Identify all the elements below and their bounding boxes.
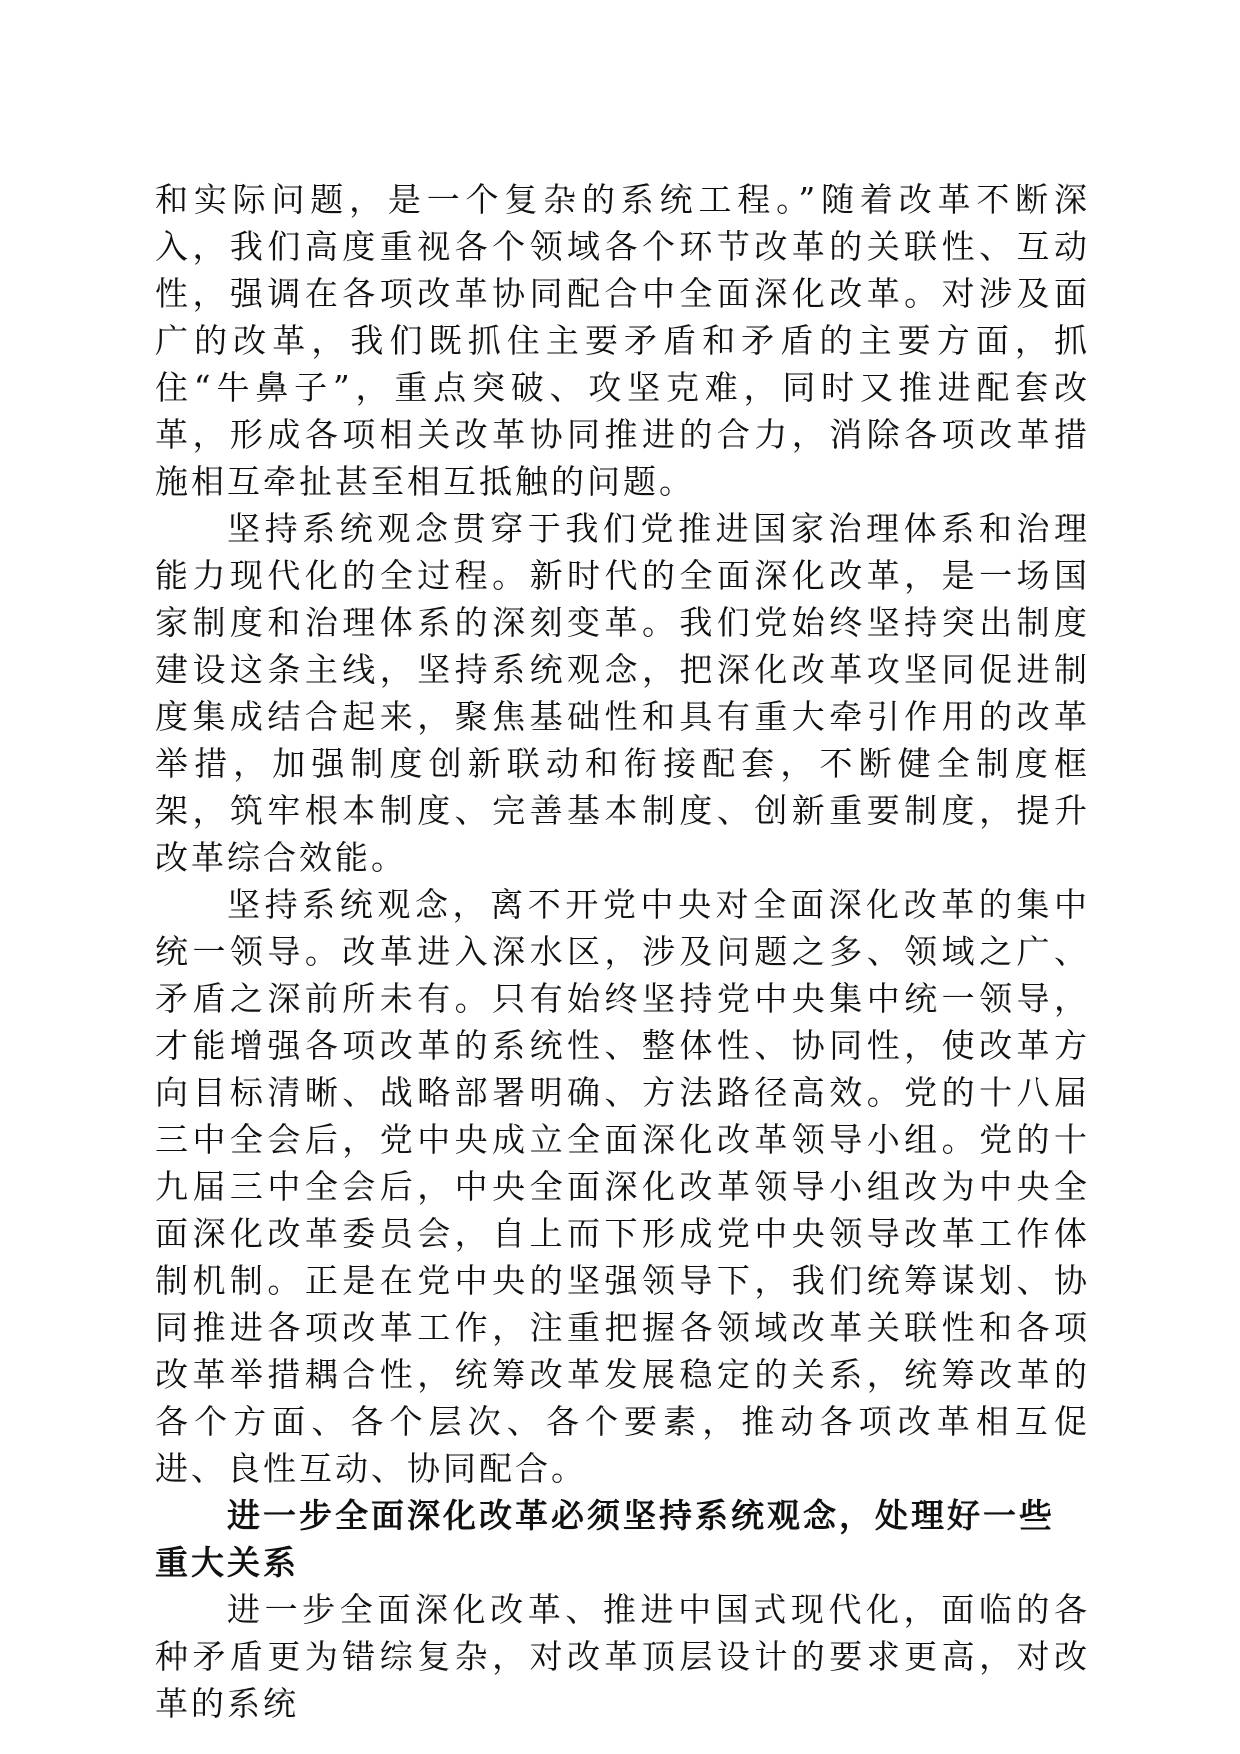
section-heading: 进一步全面深化改革必须坚持系统观念，处理好一些重大关系 [155,1496,1055,1582]
paragraph-2: 坚持系统观念贯穿于我们党推进国家治理体系和治理能力现代化的全过程。新时代的全面深化改革，是一场国家制度和治理体系的深刻变革。我们党始终坚持突出制度建设这条主线，坚持系统观念，把深化改革攻坚同促进制度集成结合起来，聚焦基础性和具有重大牵引作用的改革举措，加强制度创新联动和衔接配套，不断健全制度框架，筑牢根本制度、完善基本制度、创新重要制度，提升改革综合效能。 [155,509,1090,877]
paragraph-1: 和实际问题，是一个复杂的系统工程。”随着改革不断深入，我们高度重视各个领域各个环节改革的关联性、互动性，强调在各项改革协同配合中全面深化改革。对涉及面广的改革，我们既抓住主要矛盾和矛盾的主要方面，抓住“牛鼻子”，重点突破、攻坚克难，同时又推进配套改革，形成各项相关改革协同推进的合力，消除各项改革措施相互牵扯甚至相互抵触的问题。 [155,180,1090,501]
paragraph-4: 进一步全面深化改革、推进中国式现代化，面临的各种矛盾更为错综复杂，对改革顶层设计的要求更高，对改革的系统 [155,1590,1090,1723]
paragraph-3: 坚持系统观念，离不开党中央对全面深化改革的集中统一领导。改革进入深水区，涉及问题之多、领域之广、矛盾之深前所未有。只有始终坚持党中央集中统一领导，才能增强各项改革的系统性、整体性、协同性，使改革方向目标清晰、战略部署明确、方法路径高效。党的十八届三中全会后，党中央成立全面深化改革领导小组。党的十九届三中全会后，中央全面深化改革领导小组改为中央全面深化改革委员会，自上而下形成党中央领导改革工作体制机制。正是在党中央的坚强领导下，我们统筹谋划、协同推进各项改革工作，注重把握各领域改革关联性和各项改革举措耦合性，统筹改革发展稳定的关系，统筹改革的各个方面、各个层次、各个要素，推动各项改革相互促进、良性互动、协同配合。 [155,885,1090,1488]
